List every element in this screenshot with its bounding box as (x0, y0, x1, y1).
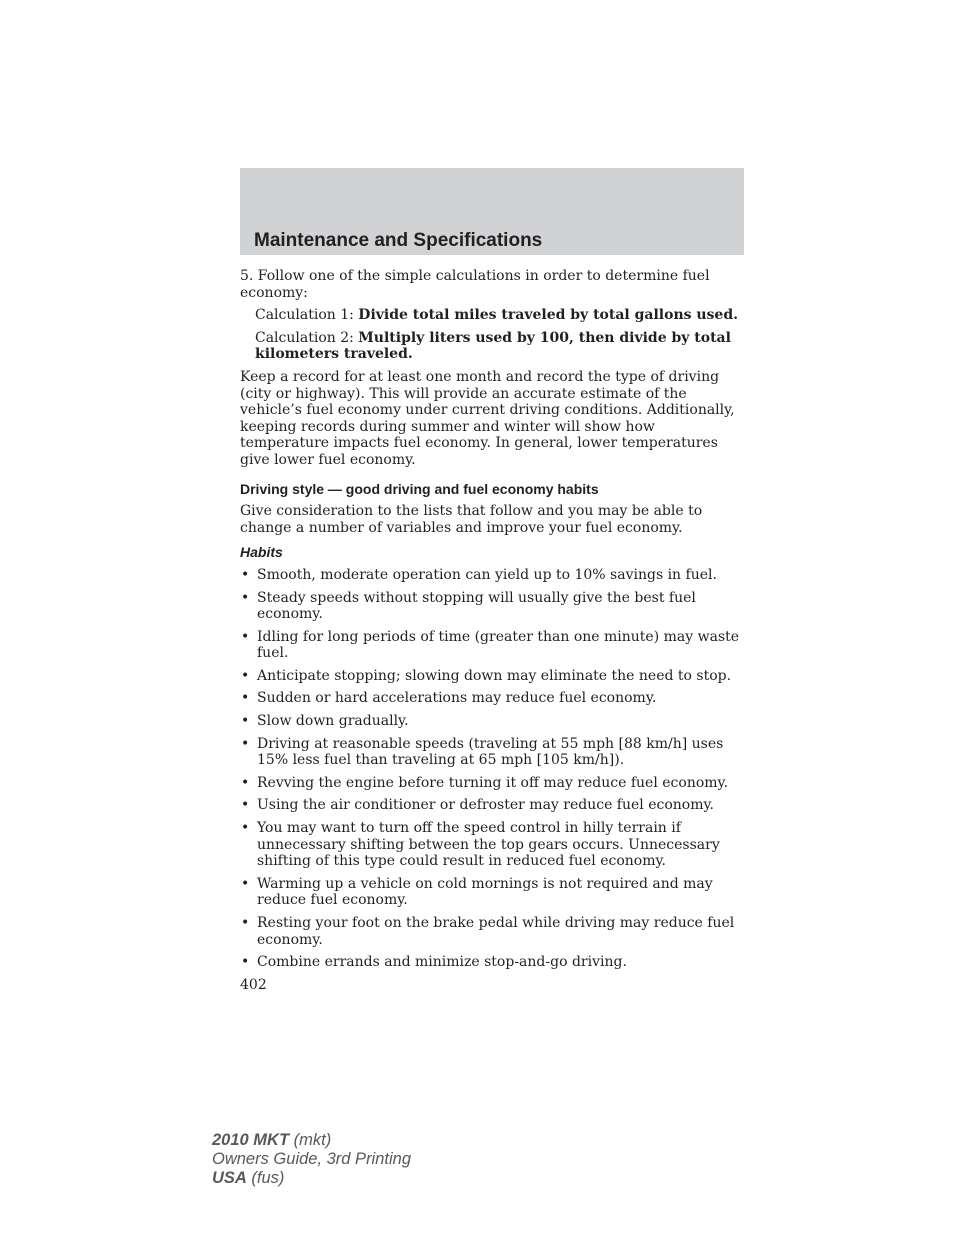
list-item-text: You may want to turn off the speed control in hilly terrain if unnecessary shifting between the top gears occurs. Unnecessary shifting of this type could result in reduced fuel economy. (257, 820, 720, 870)
list-item (240, 876, 746, 909)
bullet-icon: • (241, 915, 250, 931)
list-item (240, 567, 746, 584)
list-item (240, 736, 746, 769)
footer-market-code: (fus) (246, 1169, 285, 1187)
list-item-text: Driving at reasonable speeds (traveling at 55 mph [88 km/h] uses 15% less fuel than traveling at 65 mph [105 km/h]). (257, 735, 724, 769)
footer-market-line (212, 1169, 411, 1188)
footer-model-line (212, 1131, 411, 1150)
bullet-icon: • (241, 690, 250, 707)
list-item (240, 915, 746, 948)
bullet-icon: • (241, 735, 250, 752)
bullet-icon: • (241, 667, 250, 684)
list-item-text: Combine errands and minimize stop-and-go driving. (257, 954, 627, 971)
record-keeping-paragraph: Keep a record for at least one month and record the type of driving (city or highway). This will provide an accurate estimate of the vehicle’s fuel economy under current driving conditions. Additionally, keeping records during summer and winter will show how temperature impacts fuel economy. In general, lower temperatures give lower fuel economy. (240, 368, 735, 468)
calculation-1-label: Calculation 1: (255, 307, 359, 324)
list-item-text: Slow down gradually. (257, 713, 409, 730)
page-number: 402 (240, 976, 267, 993)
habits-heading: Habits (240, 544, 283, 561)
calculation-1 (255, 307, 746, 324)
calculation-2-formula: Multiply liters used by 100, then divide by total kilometers traveled. (255, 329, 731, 363)
driving-style-heading: Driving style — good driving and fuel economy habits (240, 480, 599, 497)
list-item (240, 629, 746, 662)
footer-edition-info (212, 1131, 411, 1188)
bullet-icon: • (241, 774, 250, 791)
driving-style-intro: Give consideration to the lists that follow and you may be able to change a number of variables and improve your fuel economy. (240, 503, 703, 536)
list-item (240, 668, 746, 685)
list-item (240, 713, 746, 730)
calculation-1-formula: Divide total miles traveled by total gallons used. (358, 307, 739, 324)
list-item (240, 820, 746, 870)
footer-guide-line: Owners Guide, 3rd Printing (212, 1150, 412, 1168)
footer-market: USA (212, 1169, 247, 1187)
section-header-band (240, 168, 744, 255)
bullet-icon: • (241, 797, 250, 814)
calculation-2 (255, 330, 746, 363)
footer-model-code: (mkt) (289, 1131, 332, 1149)
bullet-icon: • (241, 954, 250, 971)
list-item (240, 775, 746, 792)
list-item-text: Anticipate stopping; slowing down may eliminate the need to stop. (257, 667, 732, 684)
list-item-text: Warming up a vehicle on cold mornings is not required and may reduce fuel economy. (257, 875, 713, 909)
footer-model: 2010 MKT (212, 1131, 290, 1149)
list-item (240, 797, 746, 814)
bullet-icon: • (241, 875, 250, 892)
habits-list (240, 567, 746, 971)
section-title: Maintenance and Specifications (254, 230, 543, 251)
bullet-icon: • (241, 566, 250, 583)
list-item-text: Revving the engine before turning it off may reduce fuel economy. (257, 774, 729, 791)
page-content (240, 268, 746, 993)
bullet-icon: • (241, 628, 250, 645)
list-item-text: Steady speeds without stopping will usually give the best fuel economy. (257, 589, 696, 623)
list-item-text: Using the air conditioner or defroster may reduce fuel economy. (257, 797, 714, 814)
list-item-text: Resting your foot on the brake pedal while driving may reduce fuel economy. (257, 915, 735, 948)
bullet-icon: • (241, 820, 250, 837)
list-item (240, 690, 746, 707)
bullet-icon: • (241, 589, 250, 606)
list-item-text: Sudden or hard accelerations may reduce fuel economy. (257, 690, 657, 707)
step-5-text: 5. Follow one of the simple calculations in order to determine fuel economy: (240, 268, 710, 301)
bullet-icon: • (241, 713, 250, 730)
calculation-2-label: Calculation 2: (255, 329, 359, 346)
list-item-text: Smooth, moderate operation can yield up to 10% savings in fuel. (257, 566, 717, 583)
list-item (240, 590, 746, 623)
list-item (240, 954, 746, 971)
list-item-text: Idling for long periods of time (greater than one minute) may waste fuel. (257, 628, 740, 662)
